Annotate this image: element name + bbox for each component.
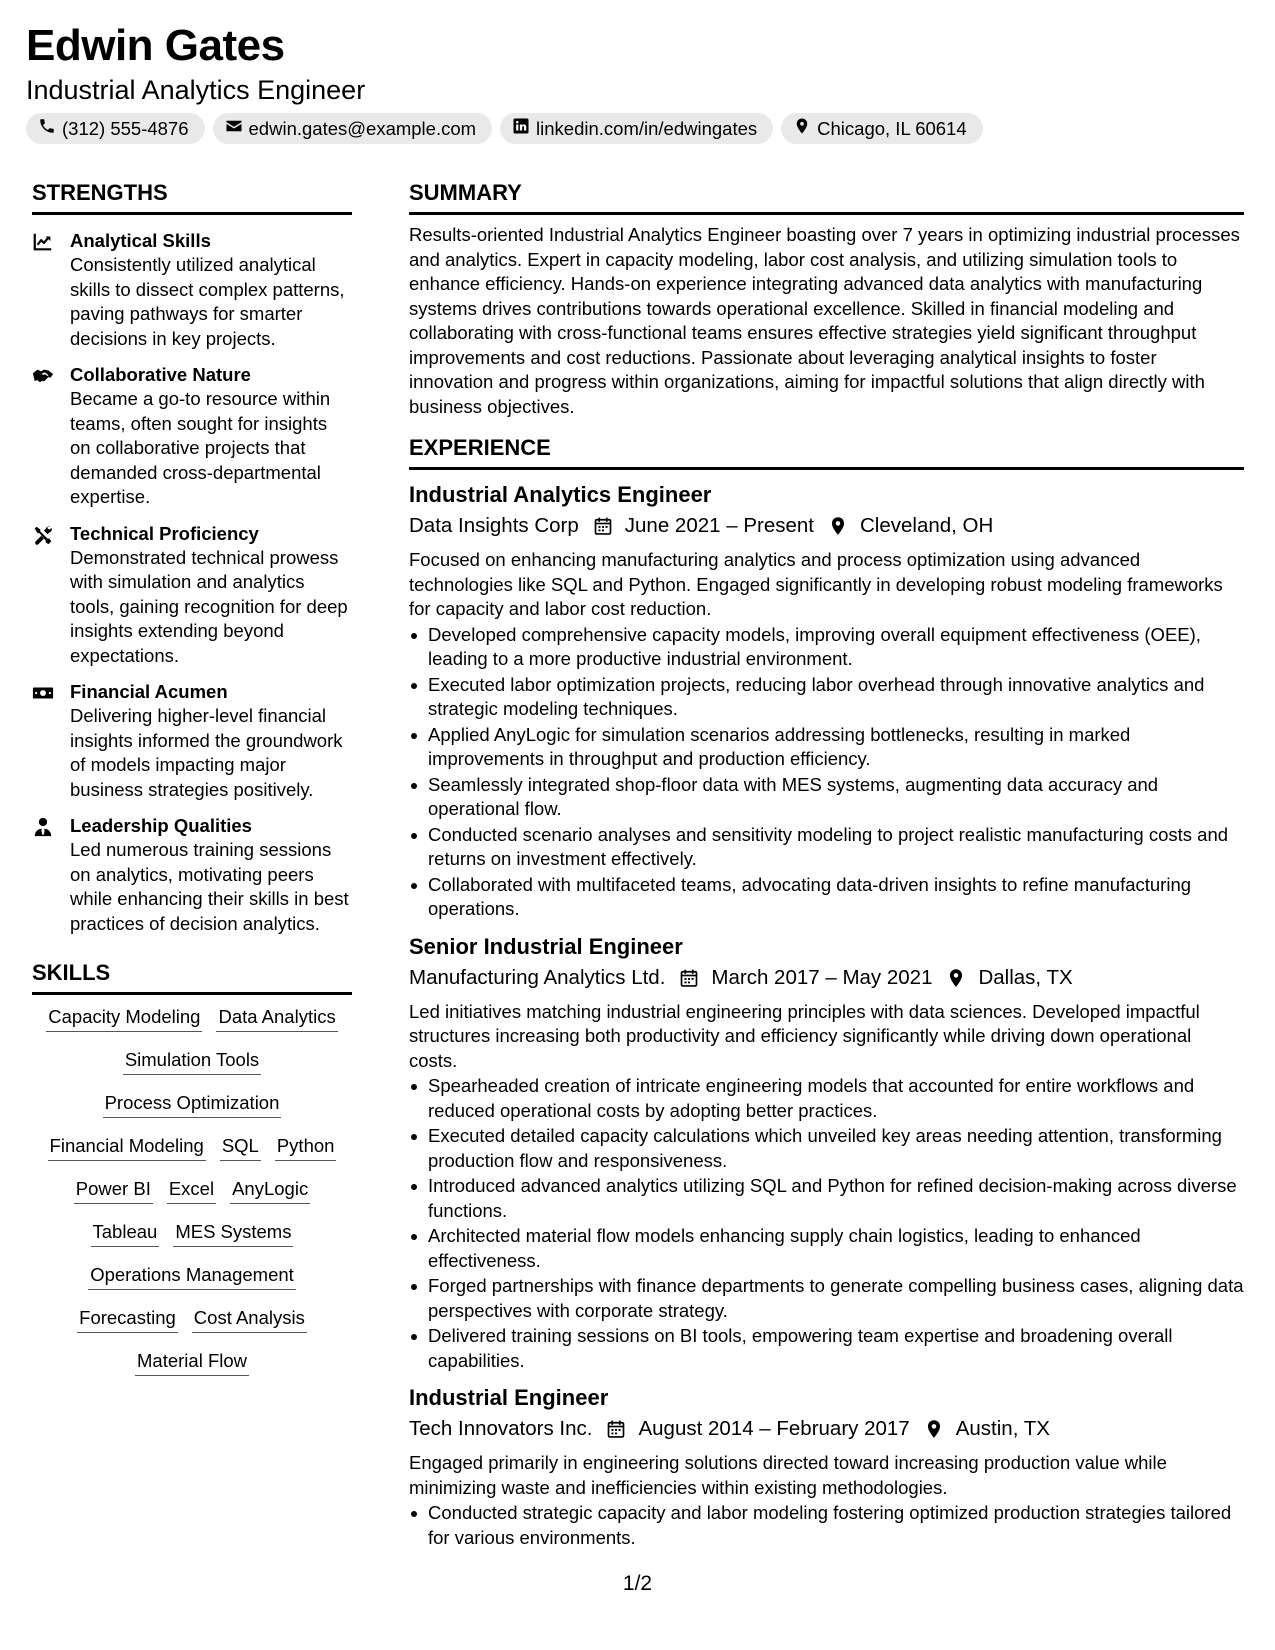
company-name: Manufacturing Analytics Ltd. xyxy=(409,965,666,989)
skills-list xyxy=(32,1005,352,1376)
job-bullet: Architected material flow models enhancing supply chain logistics, leading to enhanced effectiveness. xyxy=(409,1224,1244,1273)
calendar-icon xyxy=(593,516,613,536)
skill-row xyxy=(32,1048,352,1075)
skill-tag: Cost Analysis xyxy=(192,1306,307,1333)
job-bullet: Delivered training sessions on BI tools, empowering team expertise and broadening overall capabilities. xyxy=(409,1324,1244,1373)
strength-title: Leadership Qualities xyxy=(70,815,252,836)
skill-tag: Power BI xyxy=(74,1177,153,1204)
linkedin-chip[interactable] xyxy=(500,113,773,144)
job-location: Austin, TX xyxy=(955,1417,1050,1440)
skill-row xyxy=(32,1220,352,1247)
skill-row xyxy=(32,1263,352,1290)
handshake-icon xyxy=(32,365,54,510)
map-pin-icon xyxy=(924,1419,944,1439)
linkedin-text: linkedin.com/in/edwingates xyxy=(536,117,758,139)
job-bullets xyxy=(409,1501,1244,1550)
skill-row xyxy=(32,1177,352,1204)
location-text: Chicago, IL 60614 xyxy=(817,117,967,139)
map-pin-icon xyxy=(946,968,966,988)
strength-title: Technical Proficiency xyxy=(70,522,259,544)
skill-tag: Operations Management xyxy=(88,1263,296,1290)
chart-line-icon xyxy=(32,231,54,351)
page-number: 1/2 xyxy=(622,1572,653,1595)
job-bullet: Seamlessly integrated shop-floor data with MES systems, augmenting data accuracy and operational flow. xyxy=(409,773,1244,822)
left-column xyxy=(32,180,352,1392)
job-dates: August 2014 – February 2017 xyxy=(638,1417,910,1440)
job-description: Focused on enhancing manufacturing analytics and process optimization using advanced technologies like SQL and Python. Engaged significantly in developing robust modeling frameworks for capacity and labor cost reduction. xyxy=(409,549,1223,619)
skill-tag: Financial Modeling xyxy=(48,1134,206,1161)
calendar-icon xyxy=(679,968,699,988)
skill-tag: Excel xyxy=(167,1177,216,1204)
strength-desc: Delivering higher-level financial insights informed the groundwork of models impacting major business strategies positively. xyxy=(70,705,343,800)
phone-icon xyxy=(38,117,56,140)
skill-tag: Capacity Modeling xyxy=(46,1005,202,1032)
map-pin-icon xyxy=(793,117,811,140)
skill-row xyxy=(32,1091,352,1118)
skill-row xyxy=(32,1349,352,1376)
strength-title: Analytical Skills xyxy=(70,230,211,251)
phone-chip[interactable] xyxy=(26,113,205,144)
skill-tag: Process Optimization xyxy=(103,1091,282,1118)
strength-desc: Led numerous training sessions on analytics, motivating peers while enhancing their skills in best practices of decision analytics. xyxy=(70,839,349,934)
map-pin-icon xyxy=(828,516,848,536)
money-bill-icon xyxy=(32,682,54,802)
job-title: Industrial Analytics Engineer xyxy=(409,482,712,507)
skill-tag: Simulation Tools xyxy=(123,1048,261,1075)
strengths-heading: STRENGTHS xyxy=(32,180,352,215)
skill-tag: AnyLogic xyxy=(230,1177,310,1204)
skill-tag: SQL xyxy=(220,1134,261,1161)
linkedin-icon xyxy=(512,117,530,140)
strength-item xyxy=(32,363,352,510)
strength-title: Collaborative Nature xyxy=(70,364,251,385)
skill-tag: Data Analytics xyxy=(216,1005,337,1032)
strength-desc: Consistently utilized analytical skills to dissect complex patterns, paving pathways for smarter decisions in key projects. xyxy=(70,254,345,349)
company-name: Tech Innovators Inc. xyxy=(409,1417,593,1440)
skill-tag: Forecasting xyxy=(77,1306,178,1333)
envelope-icon xyxy=(225,117,243,140)
job-bullet: Developed comprehensive capacity models, improving overall equipment effectiveness (OEE), leading to a more productive industrial environment. xyxy=(409,623,1244,672)
summary-heading: SUMMARY xyxy=(409,180,1244,215)
location-chip xyxy=(781,113,982,144)
skill-tag: Python xyxy=(275,1134,337,1161)
job-bullets xyxy=(409,1074,1244,1373)
phone-text: (312) 555-4876 xyxy=(62,117,189,139)
job-bullet: Conducted scenario analyses and sensitivity modeling to project realistic manufacturing costs and returns on investment effectively. xyxy=(409,823,1244,872)
contact-bar xyxy=(26,113,983,144)
job-meta xyxy=(409,511,1244,541)
skill-row xyxy=(32,1134,352,1161)
summary-text: Results-oriented Industrial Analytics Engineer boasting over 7 years in optimizing industrial processes and analytics. Expert in capacity modeling, labor cost analysis, and utilizing simulation tools to enhance efficiency. Hands-on experience integrating advanced data analytics with manufacturing systems drives contributions towards operational excellence. Skilled in financial modeling and collaborating with cross-functional teams ensures effective strategies yield significant throughput improvements and cost reductions. Passionate about leveraging analytical insights to foster innovation and progress within organizations, aiming for impactful solutions that align directly with business objectives. xyxy=(409,224,1240,417)
job-meta xyxy=(409,963,1244,993)
job-description: Led initiatives matching industrial engineering principles with data sciences. Developed impactful structures increasing both productivity and efficiency significantly while driving down operational costs. xyxy=(409,1000,1200,1071)
job-location: Cleveland, OH xyxy=(859,514,994,537)
skill-tag: Material Flow xyxy=(135,1349,249,1376)
experience-heading: EXPERIENCE xyxy=(409,435,1244,470)
strength-desc: Demonstrated technical prowess with simulation and analytics tools, gaining recognition for deep insights extending beyond expectations. xyxy=(70,546,348,666)
job-entry xyxy=(409,1383,1244,1550)
job-bullets xyxy=(409,623,1244,922)
strength-item xyxy=(32,680,352,802)
user-tie-icon xyxy=(32,816,54,936)
skill-row xyxy=(32,1306,352,1333)
tools-icon xyxy=(32,524,54,669)
email-chip[interactable] xyxy=(213,113,493,144)
skill-tag: Tableau xyxy=(91,1220,160,1247)
strength-item xyxy=(32,522,352,669)
skill-tag: MES Systems xyxy=(173,1220,293,1247)
company-name: Data Insights Corp xyxy=(409,514,579,537)
job-meta xyxy=(409,1414,1244,1444)
job-bullet: Collaborated with multifaceted teams, advocating data-driven insights to refine manufacturing operations. xyxy=(409,873,1244,922)
strength-title: Financial Acumen xyxy=(70,681,228,702)
job-bullet: Introduced advanced analytics utilizing SQL and Python for refined decision-making across diverse functions. xyxy=(409,1174,1244,1223)
job-bullet: Executed labor optimization projects, reducing labor overhead through innovative analytics and strategic modeling techniques. xyxy=(409,673,1244,722)
job-description: Engaged primarily in engineering solutions directed toward increasing production value while minimizing waste and inefficiencies within existing methodologies. xyxy=(409,1452,1167,1498)
strength-item xyxy=(32,814,352,936)
job-bullet: Conducted strategic capacity and labor modeling fostering optimized production strategies tailored for various environments. xyxy=(409,1501,1244,1550)
job-bullet: Spearheaded creation of intricate engineering models that accounted for entire workflows and reduced operational costs by adopting better practices. xyxy=(409,1074,1244,1123)
strength-desc: Became a go-to resource within teams, often sought for insights on collaborative projects that demanded cross-departmental expertise. xyxy=(70,388,331,507)
job-title: Industrial Engineer xyxy=(409,1385,609,1410)
job-bullet: Executed detailed capacity calculations which unveiled key areas needing attention, transforming production flow and responsiveness. xyxy=(409,1124,1244,1173)
strength-item xyxy=(32,229,352,351)
skill-row xyxy=(32,1005,352,1032)
candidate-role: Industrial Analytics Engineer xyxy=(26,75,366,105)
job-dates: June 2021 – Present xyxy=(624,514,814,537)
job-entry xyxy=(409,480,1244,922)
job-bullet: Applied AnyLogic for simulation scenarios addressing bottlenecks, resulting in marked improvements in throughput and production efficiency. xyxy=(409,723,1244,772)
skills-heading: SKILLS xyxy=(32,960,352,995)
job-entry xyxy=(409,932,1244,1374)
email-text: edwin.gates@example.com xyxy=(248,117,477,139)
candidate-name: Edwin Gates xyxy=(26,21,285,70)
job-bullet: Forged partnerships with finance departments to generate compelling business cases, aligning data perspectives with corporate strategy. xyxy=(409,1274,1244,1323)
job-title: Senior Industrial Engineer xyxy=(409,933,683,959)
job-location: Dallas, TX xyxy=(978,965,1073,989)
job-dates: March 2017 – May 2021 xyxy=(711,965,933,989)
right-column xyxy=(409,180,1244,1550)
calendar-icon xyxy=(606,1419,626,1439)
